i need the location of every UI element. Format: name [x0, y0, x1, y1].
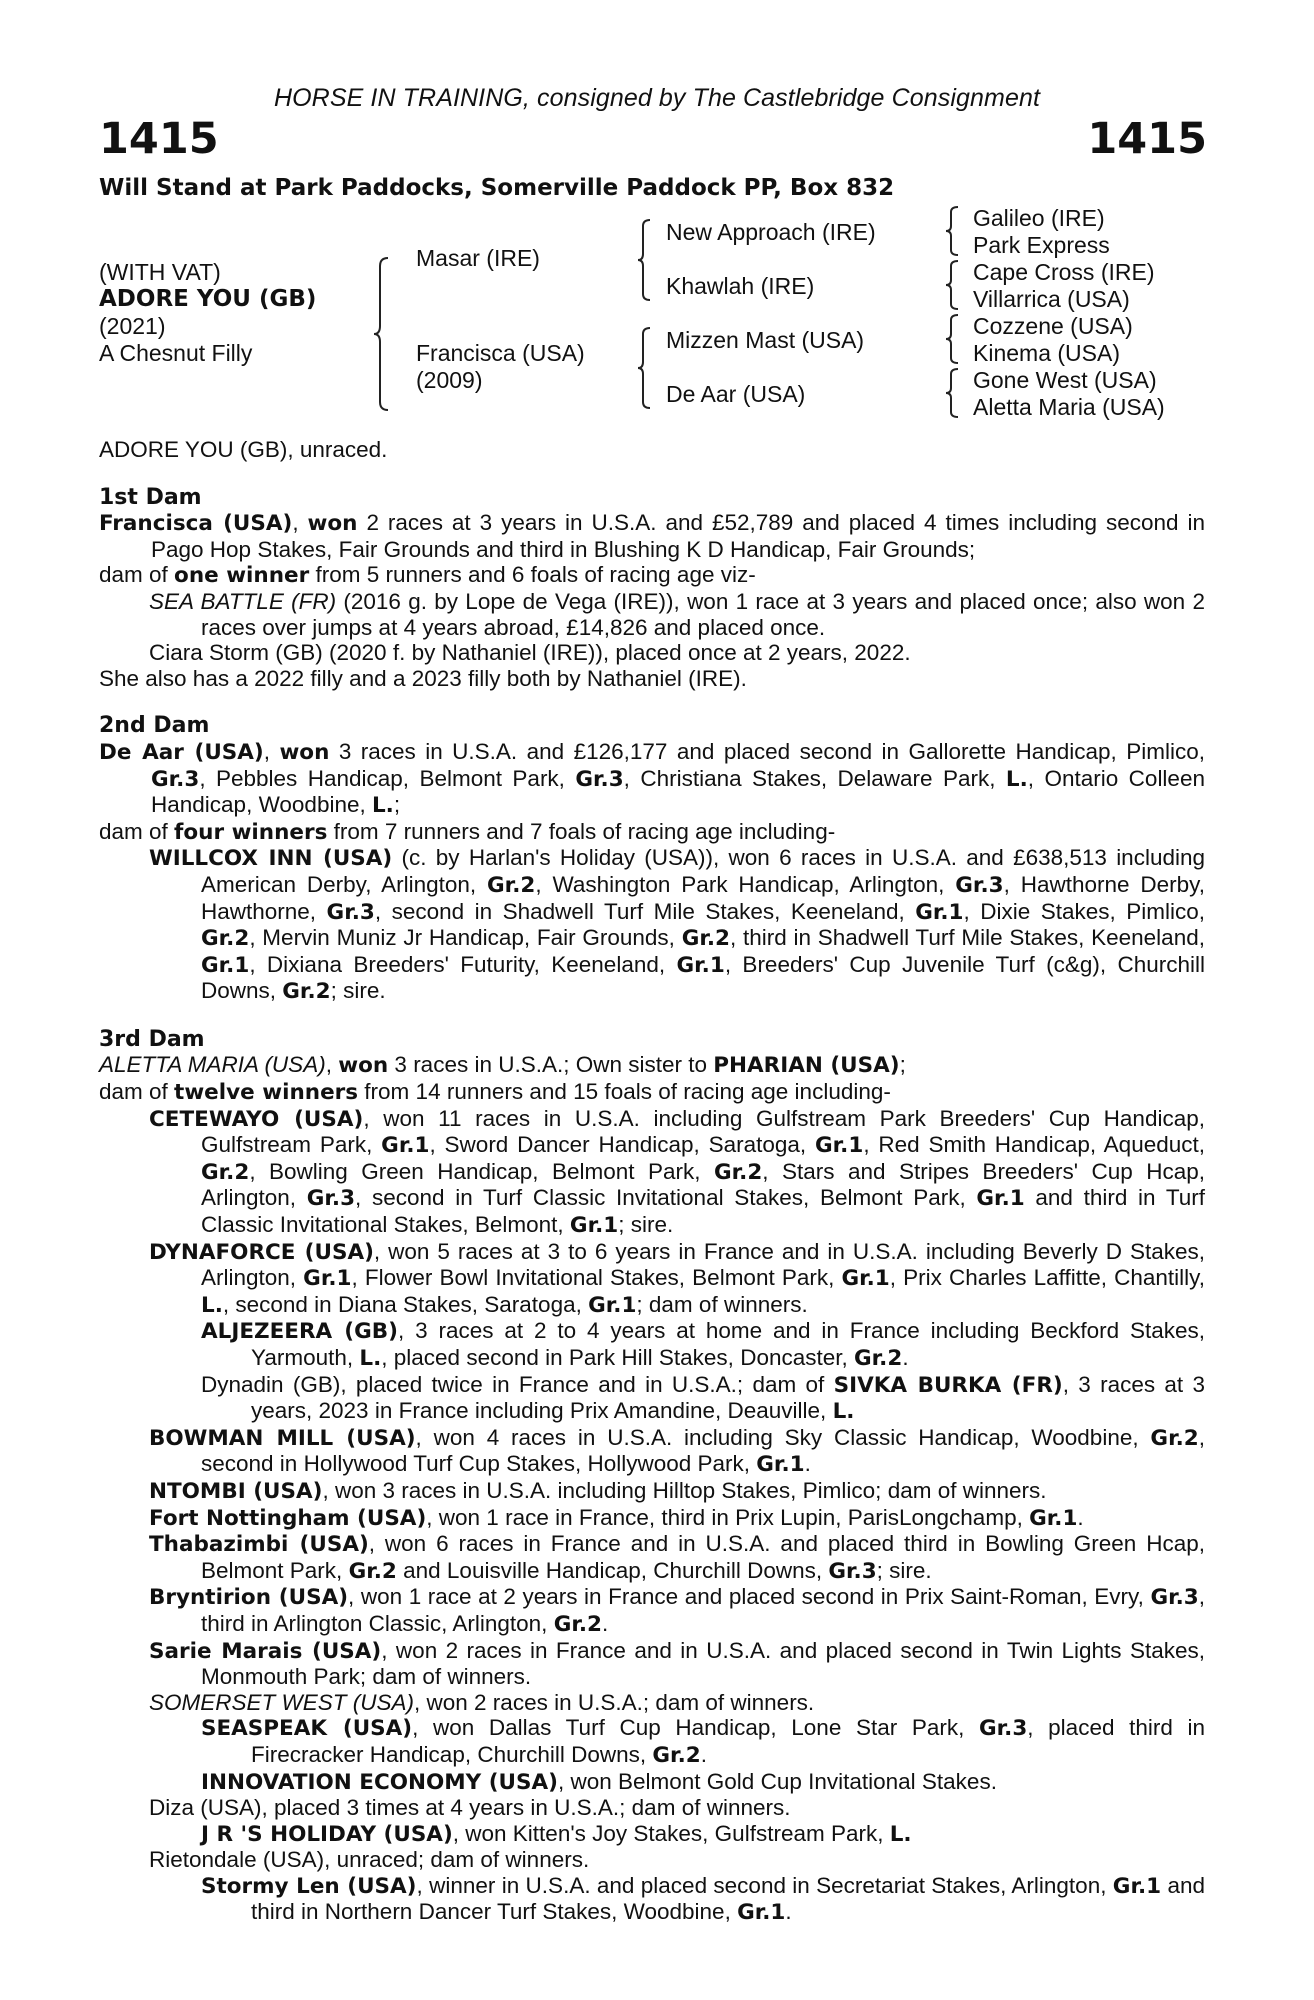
- bold-text: NTOMBI (USA): [149, 1478, 323, 1504]
- bold-text: Gr.1: [915, 899, 964, 925]
- produce-record: [99, 437, 1205, 1926]
- sire-dam-dam: Villarrica (USA): [973, 286, 1130, 312]
- dam-year: (2009): [416, 367, 483, 393]
- bold-text: Gr.1: [588, 1292, 637, 1318]
- bold-text: WILLCOX INN (USA): [149, 846, 393, 872]
- record-paragraph: [99, 437, 1205, 463]
- text-run: .: [804, 1451, 811, 1477]
- text-run: , Hawthorne Derby, Hawthorne,: [201, 871, 1205, 924]
- italic-text: ALETTA MARIA (USA): [99, 1052, 326, 1078]
- bold-text: Bryntirion (USA): [149, 1585, 349, 1611]
- text-run: , Red Smith Handicap, Aqueduct,: [863, 1132, 1206, 1158]
- text-run: , 3 races at 3 years, 2023 in France including Prix Amandine, Deauville,: [251, 1371, 1205, 1424]
- text-run: , Dixie Stakes, Pimlico,: [963, 898, 1206, 924]
- bold-text: Gr.2: [652, 1742, 701, 1768]
- text-run: 3rd Dam: [99, 1026, 205, 1052]
- text-run: ; dam of winners.: [636, 1291, 808, 1317]
- horse-name: ADORE YOU (GB): [99, 286, 317, 312]
- dam-dam-sire: Gone West (USA): [973, 367, 1157, 393]
- record-paragraph: [99, 819, 1205, 846]
- text-run: , won Kitten's Joy Stakes, Gulfstream Park,: [452, 1820, 890, 1846]
- text-run: .: [902, 1345, 909, 1370]
- dam-sire-sire: Cozzene (USA): [973, 313, 1133, 339]
- sire-dam-sire: Cape Cross (IRE): [973, 259, 1155, 285]
- text-run: dam of: [99, 818, 175, 844]
- horse-description: A Chesnut Filly: [99, 340, 253, 366]
- bold-text: one winner: [174, 563, 310, 589]
- bold-text: Gr.3: [306, 1186, 356, 1212]
- text-run: , Washington Park Handicap, Arlington,: [535, 871, 956, 897]
- text-run: dam of: [99, 1079, 175, 1105]
- text-run: , 3 races at 2 to 4 years at home and in France including Beckford Stakes, Yarmouth,: [251, 1318, 1205, 1370]
- bold-text: Gr.3: [955, 872, 1004, 898]
- record-paragraph: [99, 1769, 1205, 1796]
- record-paragraph: [99, 845, 1205, 1005]
- bold-text: CETEWAYO (USA): [149, 1106, 364, 1132]
- text-run: , Sword Dancer Handicap, Saratoga,: [429, 1132, 815, 1158]
- bold-text: Gr.1: [1112, 1873, 1162, 1899]
- bold-text: J R 'S HOLIDAY (USA): [201, 1821, 453, 1847]
- bold-text: Gr.3: [575, 766, 624, 792]
- record-paragraph: [99, 1584, 1205, 1637]
- text-run: She also has a 2022 filly and a 2023 filly both by Nathaniel (IRE).: [99, 665, 747, 691]
- dam-dam: De Aar (USA): [666, 381, 806, 407]
- text-run: and Louisville Handicap, Churchill Downs,: [396, 1557, 829, 1583]
- text-run: , won 1 race in France, third in Prix Lupin, ParisLongchamp,: [426, 1504, 1030, 1530]
- record-paragraph: [99, 1318, 1205, 1371]
- text-run: , Dixiana Breeders' Futurity, Keeneland,: [249, 951, 677, 977]
- dam-section-heading: [99, 713, 1205, 739]
- text-run: , third in Arlington Classic, Arlington,: [201, 1584, 1206, 1636]
- text-run: from 14 runners and 15 foals of racing age including-: [358, 1079, 891, 1105]
- text-run: , won 6 races in France and in U.S.A. and placed third in Bowling Green Hcap, Belmont Park,: [201, 1531, 1205, 1583]
- horse-year: (2021): [99, 313, 166, 339]
- record-paragraph: [99, 1052, 1205, 1079]
- bold-text: INNOVATION ECONOMY (USA): [201, 1769, 558, 1795]
- bold-text: Gr.1: [569, 1213, 619, 1239]
- text-run: , won 11 races in U.S.A. including Gulfstream Park Breeders' Cup Handicap, Gulfstream Park,: [201, 1105, 1205, 1158]
- text-run: from 5 runners and 6 foals of racing age viz-: [309, 562, 756, 588]
- text-run: 2 races at 3 years in U.S.A. and £52,789 and placed 4 times including second in Pago Hop Stakes, Fair Grounds and third in Blushing K D Handicap, Fair Grounds;: [151, 510, 1205, 562]
- bold-text: Gr.2: [487, 872, 536, 898]
- bold-text: Gr.3: [326, 899, 375, 925]
- record-paragraph: [99, 1106, 1205, 1239]
- italic-text: SEA BATTLE (FR): [149, 588, 337, 614]
- sire-name: Masar (IRE): [416, 245, 540, 271]
- pedigree-brace-g1: [944, 205, 960, 257]
- text-run: , Pebbles Handicap, Belmont Park,: [199, 765, 576, 791]
- bold-text: Gr.2: [1150, 1425, 1199, 1451]
- text-run: 1st Dam: [99, 484, 202, 510]
- dam-section-heading: [99, 485, 1205, 511]
- text-run: Rietondale (USA), unraced; dam of winners.: [149, 1847, 590, 1873]
- record-paragraph: [99, 666, 1205, 692]
- bold-text: Gr.1: [303, 1266, 352, 1292]
- bold-text: Gr.1: [381, 1133, 430, 1159]
- sire-sire: New Approach (IRE): [666, 219, 876, 245]
- vat-note: (WITH VAT): [99, 259, 221, 285]
- text-run: dam of: [99, 562, 175, 588]
- record-paragraph: [99, 1505, 1205, 1532]
- bold-text: Gr.2: [348, 1558, 397, 1584]
- bold-text: Gr.3: [828, 1558, 877, 1584]
- text-run: Ciara Storm (GB) (2020 f. by Nathaniel (IRE)), placed once at 2 years, 2022.: [149, 640, 911, 666]
- bold-text: won: [307, 511, 358, 537]
- bold-text: Gr.2: [681, 926, 730, 952]
- record-paragraph: [99, 1690, 1205, 1716]
- stand-location: Will Stand at Park Paddocks, Somerville Paddock PP, Box 832: [99, 175, 895, 201]
- text-run: and third in Northern Dancer Turf Stakes, Woodbine,: [251, 1872, 1205, 1925]
- text-run: ,: [325, 1052, 339, 1078]
- pedigree-brace-g2: [944, 259, 960, 311]
- record-paragraph: [99, 1478, 1205, 1505]
- record-paragraph: [99, 1821, 1205, 1848]
- text-run: , won 3 races in U.S.A. including Hilltop Stakes, Pimlico; dam of winners.: [322, 1477, 1047, 1503]
- record-paragraph: [99, 1638, 1205, 1690]
- bold-text: Fort Nottingham (USA): [149, 1505, 427, 1531]
- record-paragraph: [99, 1795, 1205, 1821]
- text-run: , placed second in Park Hill Stakes, Doncaster,: [381, 1345, 854, 1370]
- bold-text: SIVKA BURKA (FR): [833, 1372, 1063, 1398]
- bold-text: won: [338, 1053, 389, 1079]
- text-run: , second in Diana Stakes, Saratoga,: [222, 1291, 589, 1317]
- bold-text: L.: [832, 1399, 855, 1425]
- text-run: 3 races in U.S.A.; Own sister to: [388, 1052, 714, 1078]
- text-run: from 7 runners and 7 foals of racing age including-: [327, 818, 836, 844]
- record-paragraph: [99, 1847, 1205, 1873]
- text-run: 2nd Dam: [99, 713, 210, 739]
- bold-text: L.: [371, 793, 394, 819]
- record-paragraph: [99, 589, 1205, 640]
- text-run: , second in Turf Classic Invitational Stakes, Belmont Park,: [355, 1185, 977, 1211]
- bold-text: De Aar (USA): [99, 739, 264, 765]
- bold-text: Gr.1: [815, 1133, 864, 1159]
- bold-text: Gr.1: [841, 1266, 890, 1292]
- text-run: , placed third in Firecracker Handicap, Churchill Downs,: [251, 1715, 1206, 1767]
- record-paragraph: [99, 1372, 1205, 1425]
- bold-text: Gr.3: [151, 766, 200, 792]
- bold-text: L.: [1005, 766, 1028, 792]
- bold-text: four winners: [174, 819, 328, 845]
- bold-text: twelve winners: [174, 1080, 359, 1106]
- text-run: ;: [899, 1052, 906, 1078]
- pedigree-brace-main: [372, 256, 390, 412]
- record-paragraph: [99, 640, 1205, 666]
- text-run: , won 2 races in France and in U.S.A. and placed second in Twin Lights Stakes, Monmouth Park; dam of winners.: [201, 1637, 1205, 1690]
- bold-text: PHARIAN (USA): [713, 1053, 900, 1079]
- record-paragraph: [99, 1425, 1205, 1478]
- record-paragraph: [99, 1531, 1205, 1584]
- text-run: , Flower Bowl Invitational Stakes, Belmont Park,: [351, 1265, 842, 1291]
- text-run: , won 5 races at 3 to 6 years in France and in U.S.A. including Beverly D Stakes, Arlington,: [201, 1238, 1205, 1291]
- text-run: .: [785, 1899, 792, 1925]
- bold-text: Gr.1: [756, 1452, 805, 1478]
- record-paragraph: [99, 739, 1205, 819]
- text-run: , won 4 races in U.S.A. including Sky Classic Handicap, Woodbine,: [415, 1424, 1151, 1450]
- text-run: , Christiana Stakes, Delaware Park,: [623, 765, 1006, 791]
- bold-text: Gr.3: [1150, 1585, 1199, 1611]
- text-run: , second in Shadwell Turf Mile Stakes, Keeneland,: [374, 898, 916, 924]
- bold-text: Gr.2: [201, 1159, 250, 1185]
- bold-text: L.: [359, 1346, 382, 1371]
- text-run: , won Dallas Turf Cup Handicap, Lone Star Park,: [412, 1715, 979, 1741]
- bold-text: Gr.2: [854, 1346, 903, 1371]
- dam-sire-dam: Kinema (USA): [973, 340, 1120, 366]
- text-run: , third in Shadwell Turf Mile Stakes, Keeneland,: [730, 925, 1205, 951]
- bold-text: Gr.2: [713, 1159, 763, 1185]
- bold-text: Francisca (USA): [99, 511, 293, 537]
- consignor-subtitle: HORSE IN TRAINING, consigned by The Castlebridge Consignment: [273, 84, 1041, 112]
- text-run: , winner in U.S.A. and placed second in Secretariat Stakes, Arlington,: [416, 1872, 1113, 1898]
- pedigree-brace-g4: [944, 367, 960, 419]
- text-run: and third in Turf Classic Invitational Stakes, Belmont,: [201, 1185, 1205, 1238]
- bold-text: Gr.1: [976, 1186, 1025, 1212]
- text-run: , Mervin Muniz Jr Handicap, Fair Grounds,: [249, 925, 682, 951]
- text-run: ,: [263, 738, 280, 764]
- bold-text: SEASPEAK (USA): [201, 1716, 413, 1742]
- text-run: ; sire.: [876, 1557, 932, 1583]
- text-run: ADORE YOU (GB), unraced.: [99, 437, 388, 462]
- text-run: 3 races in U.S.A. and £126,177 and placed second in Gallorette Handicap, Pimlico,: [329, 738, 1205, 764]
- bold-text: L.: [889, 1821, 912, 1847]
- record-paragraph: [99, 1239, 1205, 1319]
- text-run: , won 2 races in U.S.A.; dam of winners.: [414, 1689, 815, 1715]
- dam-name: Francisca (USA): [416, 340, 585, 366]
- bold-text: Gr.2: [553, 1611, 602, 1637]
- text-run: Dynadin (GB), placed twice in France and in U.S.A.; dam of: [201, 1371, 834, 1397]
- lot-number-right: 1415: [1087, 114, 1207, 164]
- bold-text: Gr.2: [201, 926, 250, 952]
- pedigree-brace-g3: [944, 313, 960, 365]
- text-run: .: [700, 1741, 707, 1767]
- text-run: .: [1077, 1504, 1084, 1530]
- sire-sire-dam: Park Express: [973, 232, 1110, 258]
- bold-text: Gr.1: [1029, 1505, 1078, 1531]
- dam-dam-dam: Aletta Maria (USA): [973, 394, 1165, 420]
- bold-text: Gr.1: [201, 952, 250, 978]
- dam-section-heading: [99, 1027, 1205, 1053]
- text-run: ; sire.: [330, 978, 386, 1004]
- text-run: Diza (USA), placed 3 times at 4 years in U.S.A.; dam of winners.: [149, 1795, 791, 1821]
- bold-text: ALJEZEERA (GB): [201, 1319, 398, 1345]
- italic-text: SOMERSET WEST (USA): [149, 1689, 415, 1715]
- text-run: ;: [393, 792, 401, 818]
- bold-text: DYNAFORCE (USA): [149, 1239, 374, 1265]
- record-paragraph: [99, 510, 1205, 562]
- bold-text: L.: [201, 1292, 223, 1318]
- bold-text: Thabazimbi (USA): [149, 1532, 369, 1558]
- bold-text: BOWMAN MILL (USA): [149, 1425, 416, 1451]
- text-run: , Stars and Stripes Breeders' Cup Hcap, Arlington,: [201, 1158, 1205, 1211]
- sire-sire-sire: Galileo (IRE): [973, 205, 1105, 231]
- bold-text: Gr.3: [978, 1716, 1028, 1742]
- bold-text: Sarie Marais (USA): [149, 1638, 382, 1664]
- bold-text: won: [279, 739, 330, 765]
- text-run: (c. by Harlan's Holiday (USA)), won 6 races in U.S.A. and £638,513 including American Derby, Arlington,: [201, 845, 1206, 897]
- bold-text: Gr.2: [282, 979, 331, 1005]
- text-run: .: [602, 1610, 609, 1636]
- text-run: , Breeders' Cup Juvenile Turf (c&g), Churchill Downs,: [201, 951, 1205, 1004]
- text-run: , Ontario Colleen Handicap, Woodbine,: [151, 765, 1205, 818]
- record-paragraph: [99, 562, 1205, 589]
- text-run: , second in Hollywood Turf Cup Stakes, Hollywood Park,: [201, 1424, 1205, 1477]
- text-run: ,: [292, 510, 308, 536]
- bold-text: Gr.1: [676, 952, 725, 978]
- text-run: (2016 g. by Lope de Vega (IRE)), won 1 race at 3 years and placed once; also won 2 races over jumps at 4 years abroad, £14,826 and placed once.: [201, 588, 1205, 640]
- text-run: ; sire.: [618, 1212, 674, 1238]
- sire-dam: Khawlah (IRE): [666, 273, 815, 299]
- pedigree-brace-dam: [636, 326, 652, 410]
- record-paragraph: [99, 1079, 1205, 1106]
- lot-number-left: 1415: [99, 114, 219, 164]
- record-paragraph: [99, 1715, 1205, 1768]
- text-run: , won Belmont Gold Cup Invitational Stakes.: [557, 1768, 997, 1794]
- dam-sire: Mizzen Mast (USA): [666, 327, 865, 353]
- pedigree-brace-sire: [636, 218, 652, 302]
- bold-text: Stormy Len (USA): [201, 1873, 417, 1899]
- text-run: , Prix Charles Laffitte, Chantilly,: [889, 1265, 1205, 1291]
- record-paragraph: [99, 1873, 1205, 1926]
- text-run: , Bowling Green Handicap, Belmont Park,: [249, 1158, 714, 1184]
- bold-text: Gr.1: [737, 1900, 786, 1926]
- text-run: , won 1 race at 2 years in France and placed second in Prix Saint-Roman, Evry,: [348, 1584, 1151, 1610]
